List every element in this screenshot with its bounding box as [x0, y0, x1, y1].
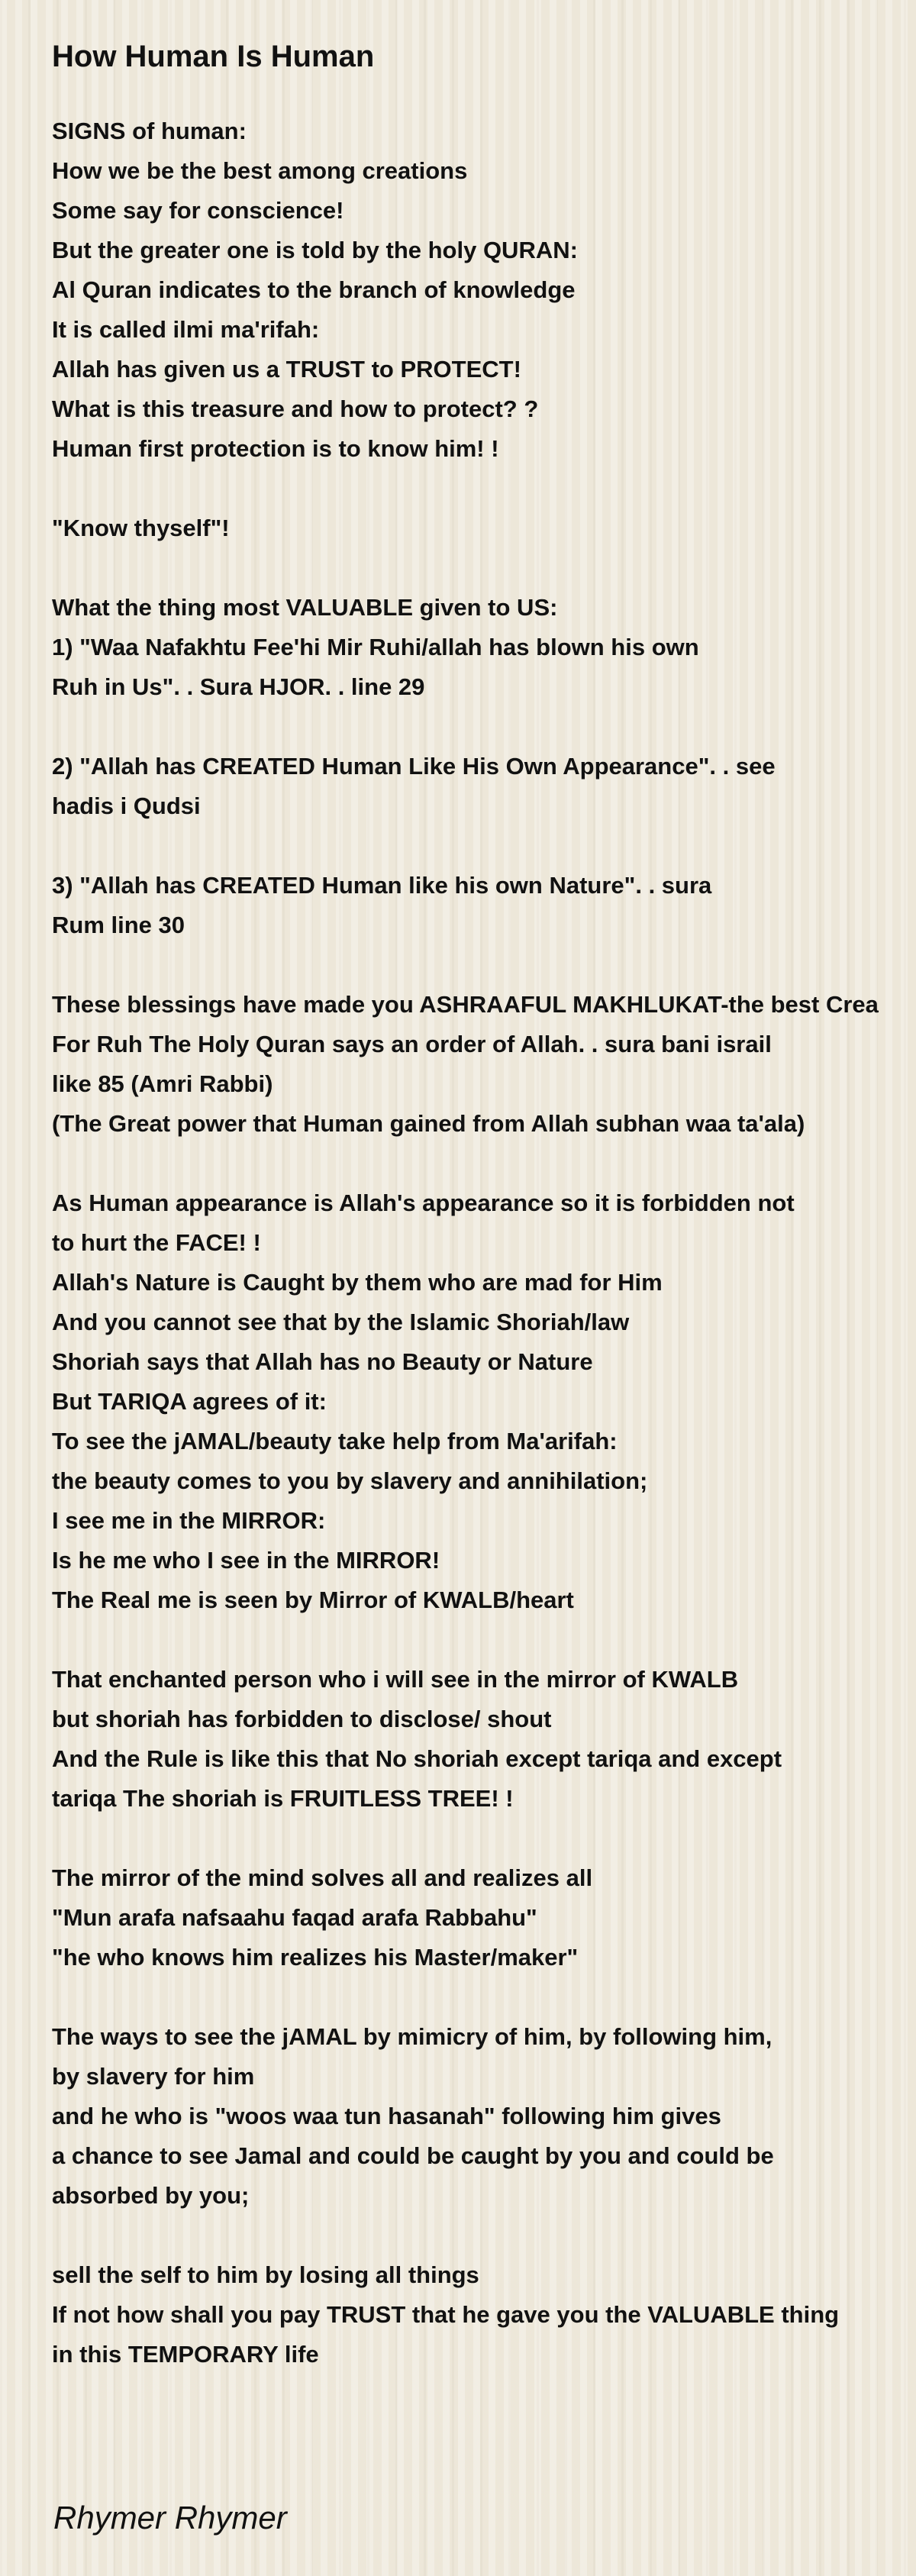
poem-line: Rum line 30	[52, 912, 185, 938]
poem-line: And you cannot see that by the Islamic Shoriah/law	[52, 1309, 630, 1335]
poem-line: Human first protection is to know him! !	[52, 435, 499, 462]
poem-line: (The Great power that Human gained from Allah subhan waa ta'ala)	[52, 1110, 805, 1137]
poem-line: Allah's Nature is Caught by them who are mad for Him	[52, 1269, 663, 1296]
poem-line: But the greater one is told by the holy QURAN:	[52, 237, 578, 263]
poem-line: 3) "Allah has CREATED Human like his own Nature". . sura	[52, 872, 712, 899]
poem-line: It is called ilmi ma'rifah:	[52, 316, 320, 343]
poem-line: tariqa The shoriah is FRUITLESS TREE! !	[52, 1785, 514, 1812]
poem-line: As Human appearance is Allah's appearance so it is forbidden not	[52, 1190, 795, 1216]
poem-line: but shoriah has forbidden to disclose/ shout	[52, 1706, 552, 1732]
poem-line: To see the jAMAL/beauty take help from Ma'arifah:	[52, 1428, 618, 1454]
poem-line: the beauty comes to you by slavery and annihilation;	[52, 1467, 648, 1494]
poem-line: "Know thyself"!	[52, 515, 230, 541]
poem-line: SIGNS of human:	[52, 118, 247, 144]
poem-line: Some say for conscience!	[52, 197, 344, 224]
poem-line: to hurt the FACE! !	[52, 1229, 261, 1256]
poem-line: If not how shall you pay TRUST that he gave you the VALUABLE thing	[52, 2301, 840, 2328]
stanza	[52, 508, 916, 548]
stanza	[52, 1183, 916, 1620]
poem-title: How Human Is Human	[52, 40, 375, 73]
stanza	[52, 985, 916, 1144]
poem-line: hadis i Qudsi	[52, 792, 201, 819]
poem-line: by slavery for him	[52, 2063, 255, 2090]
poem-line: What the thing most VALUABLE given to US:	[52, 594, 558, 621]
poem-line: absorbed by you;	[52, 2182, 250, 2209]
poem-line: 1) "Waa Nafakhtu Fee'hi Mir Ruhi/allah has blown his own	[52, 634, 699, 660]
poem-line: Shoriah says that Allah has no Beauty or Nature	[52, 1348, 593, 1375]
poem-line: These blessings have made you ASHRAAFUL MAKHLUKAT-the best Crea	[52, 991, 879, 1018]
poem-line: The mirror of the mind solves all and realizes all	[52, 1864, 593, 1891]
stanza	[52, 747, 916, 826]
poem-line: That enchanted person who i will see in the mirror of KWALB	[52, 1666, 739, 1693]
stanza	[52, 2017, 916, 2216]
poem-line: 2) "Allah has CREATED Human Like His Own Appearance". . see	[52, 753, 776, 780]
poem-line: in this TEMPORARY life	[52, 2341, 319, 2368]
poem-line: Is he me who I see in the MIRROR!	[52, 1547, 440, 1574]
poem-line: But TARIQA agrees of it:	[52, 1388, 327, 1415]
poem-line: The Real me is seen by Mirror of KWALB/heart	[52, 1587, 574, 1613]
stanza	[52, 111, 916, 469]
poem-line: For Ruh The Holy Quran says an order of Allah. . sura bani israil	[52, 1031, 772, 1057]
poem-line: Allah has given us a TRUST to PROTECT!	[52, 356, 521, 383]
stanza	[52, 2255, 916, 2374]
stanza	[52, 866, 916, 945]
poem-container	[52, 35, 916, 2414]
poem-line: sell the self to him by losing all things	[52, 2261, 479, 2288]
poem-line: And the Rule is like this that No shoriah except tariqa and except	[52, 1745, 782, 1772]
poem-line: and he who is "woos waa tun hasanah" following him gives	[52, 2103, 721, 2129]
poem-line: "he who knows him realizes his Master/maker"	[52, 1944, 579, 1971]
stanza	[52, 588, 916, 707]
poem-line: a chance to see Jamal and could be caught by you and could be	[52, 2142, 774, 2169]
poem-author: Rhymer Rhymer	[53, 2500, 287, 2536]
poem-line: like 85 (Amri Rabbi)	[52, 1070, 273, 1097]
poem-line: Al Quran indicates to the branch of knowledge	[52, 276, 576, 303]
poem-line: The ways to see the jAMAL by mimicry of him, by following him,	[52, 2023, 772, 2050]
poem-body	[52, 111, 916, 2374]
poem-line: "Mun arafa nafsaahu faqad arafa Rabbahu"	[52, 1904, 537, 1931]
poem-line: How we be the best among creations	[52, 157, 468, 184]
stanza	[52, 1660, 916, 1819]
poem-line: I see me in the MIRROR:	[52, 1507, 326, 1534]
stanza	[52, 1858, 916, 1977]
poem-line: Ruh in Us". . Sura HJOR. . line 29	[52, 673, 425, 700]
poem-line: What is this treasure and how to protect? ?	[52, 395, 539, 422]
